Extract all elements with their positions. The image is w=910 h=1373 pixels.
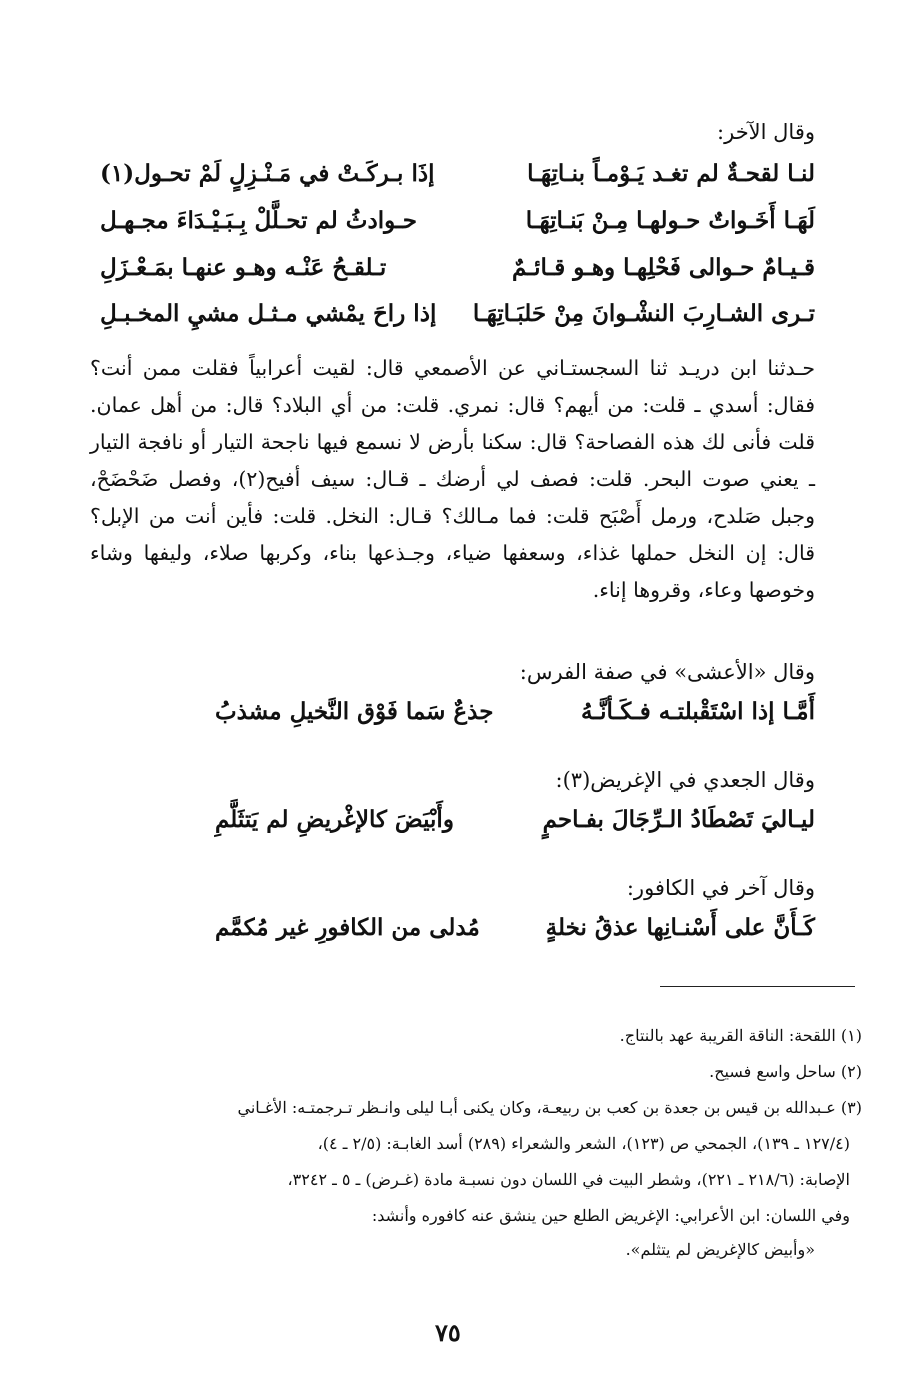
footnote-continuation: الإصابة: (٢١٨/٦ ـ ٢٢١)، وشطر البيت في اللسان دون نسبـة مادة (غـرض) ـ ٥ ـ ٣٢٤٢، <box>287 1170 850 1189</box>
verse-line <box>100 698 815 738</box>
verse-second-hemistich: حـوادثُ لم تحـلَّلْ بِـبَـيْـدَاءَ مجـهـل <box>100 207 417 234</box>
verse-line <box>100 160 815 200</box>
verse-second-hemistich: تـلقـحُ عَنْـه وهـو عنهـا بمَـعْـزَلِ <box>100 254 387 281</box>
prose-paragraph <box>90 350 815 609</box>
verse-line <box>100 914 815 954</box>
verse-first-hemistich: ليـاليَ تَصْطَادُ الـرِّجَالَ بفـاحمٍ <box>542 806 815 833</box>
verse-second-hemistich: إذَا بـركَـتْ في مَـنْـزِلٍ لَمْ تحـول(١) <box>100 160 435 187</box>
prose-text: حـدثنا ابن دريـد ثنا السجستـاني عن الأصمعي قال: لقيت أعرابياً فقلت ممن أنت؟ فقال: أسدي ـ قلت: من أيهم؟ قال: نمري. قلت: من أي البلاد؟ قال: من أهل عمان. قلت فأنى لك هذه الفصاحة؟ قال: سكنا بأرض لا نسمع فيها ناجحة التيار أو نافجة التيار ـ يعني صوت البحر. قلت: فصف لي أرضك ـ قـال: سيف أفيح(٢)، وفصل ضَحْضَحْ، وجبل صَلدح، ورمل أَصْبَح قلت: فما مـالك؟ قـال: النخل. قلت: فأين أنت من الإبل؟ قال: إن النخل حملها غذاء، وسعفها ضياء، وجـذعها بناء، وكربها صلاء، وليفها وشاء وخوصها وعاء، وقروها إناء. <box>90 356 815 602</box>
page-number: ٧٥ <box>435 1318 461 1347</box>
footnote-separator <box>660 986 855 987</box>
verse-first-hemistich: كَـأَنَّ على أَسْنـانِها عذقُ نخلةٍ <box>545 914 815 941</box>
verse-second-hemistich: إذا راحَ يمْشي مـثـل مشيِ المخـبـلِ <box>100 300 437 327</box>
footnote-continuation: (١٢٧/٤ ـ ١٣٩)، الجمحي ص (١٢٣)، الشعر والشعراء (٢٨٩) أسد الغابـة: (٢/٥ ـ ٤)، <box>317 1134 850 1153</box>
poem-intro: وقال الجعدي في الإغريض(٣): <box>555 768 815 792</box>
verse-line <box>100 254 815 294</box>
section-intro: وقال الآخر: <box>717 120 815 144</box>
verse-line <box>100 300 815 340</box>
footnote: (١) اللقحة: الناقة القريبة عهد بالنتاج. <box>619 1026 862 1045</box>
verse-second-hemistich: جذعٌ سَما فَوْق النَّخيلِ مشذبُ <box>215 698 494 725</box>
poem-intro: وقال آخر في الكافور: <box>626 876 815 900</box>
footnote: (٢) ساحل واسع فسيح. <box>709 1062 862 1081</box>
footnote-continuation: وفي اللسان: ابن الأعرابي: الإغريض الطلع حين ينشق عنه كافوره وأنشد: <box>371 1206 850 1225</box>
verse-first-hemistich: أَمَّـا إذا اسْتَقْبلتـه فـكَـأنَّـهُ <box>581 698 815 725</box>
verse-first-hemistich: لَهَـا أَخَـواتٌ حـولهـا مِـنْ بَنـاتِهَـا <box>525 207 815 234</box>
verse-first-hemistich: لنـا لقحـةٌ لم تغـد يَـوْمـاً بنـاتِهَـا <box>527 160 815 187</box>
verse-second-hemistich: مُدلى من الكافورِ غير مُكمَّم <box>215 914 480 941</box>
footnote: (٣) عـبدالله بن قيس بن جعدة بن كعب بن ربيعـة، وكان يكنى أبـا ليلى وانـظر تـرجمتـه: الأغـاني <box>237 1098 862 1117</box>
verse-first-hemistich: قـيـامٌ حـوالى فَحْلِهـا وهـو قـائـمٌ <box>512 254 815 281</box>
verse-line <box>100 806 815 846</box>
footnote-quote: «وأبيض كالإغريض لم يتثلم». <box>625 1240 815 1259</box>
poem-intro: وقال «الأعشى» في صفة الفرس: <box>519 660 815 684</box>
verse-second-hemistich: وأَبْيَضَ كالإغْريضِ لم يَتثَلَّمِ <box>215 806 454 833</box>
verse-first-hemistich: تـرى الشـارِبَ النشْـوانَ مِنْ حَلبَـاتِهَـا <box>472 300 815 327</box>
verse-line <box>100 207 815 247</box>
